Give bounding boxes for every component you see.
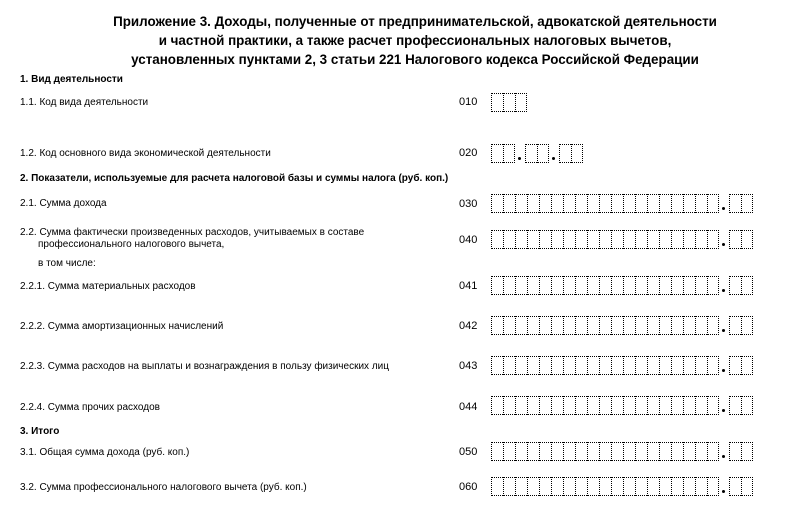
character-cell[interactable] [525, 144, 537, 163]
character-cell[interactable] [491, 396, 503, 415]
character-cell[interactable] [491, 276, 503, 295]
row-030-code: 030 [459, 198, 478, 210]
character-cell[interactable] [683, 477, 695, 496]
character-cell[interactable] [741, 396, 753, 415]
character-cell[interactable] [741, 194, 753, 213]
separator-dot [549, 144, 559, 163]
character-cell[interactable] [515, 230, 527, 249]
character-cell[interactable] [599, 316, 611, 335]
row-043-label: 2.2.3. Сумма расходов на выплаты и вознаграждения в пользу физических лиц [20, 361, 389, 372]
character-cell[interactable] [527, 477, 539, 496]
character-cell[interactable] [515, 356, 527, 375]
character-cell[interactable] [695, 477, 707, 496]
character-cell[interactable] [741, 316, 753, 335]
character-cell[interactable] [695, 396, 707, 415]
separator-dot [719, 477, 729, 496]
character-cell[interactable] [551, 276, 563, 295]
character-cell[interactable] [599, 194, 611, 213]
character-cell[interactable] [599, 356, 611, 375]
character-cell[interactable] [575, 276, 587, 295]
character-cell[interactable] [527, 356, 539, 375]
character-cell[interactable] [623, 316, 635, 335]
character-cell[interactable] [611, 316, 623, 335]
character-cell[interactable] [491, 316, 503, 335]
row-040-sublabel: в том числе: [38, 258, 96, 269]
character-cell[interactable] [515, 316, 527, 335]
row-043-code: 043 [459, 360, 478, 372]
character-cell[interactable] [671, 230, 683, 249]
character-cell[interactable] [599, 276, 611, 295]
character-cell[interactable] [491, 144, 503, 163]
title-line-3: установленных пунктами 2, 3 статьи 221 Налогового кодекса Российской Федерации [131, 52, 699, 67]
character-cell[interactable] [563, 356, 575, 375]
row-030-label: 2.1. Сумма дохода [20, 198, 107, 209]
character-cell[interactable] [491, 442, 503, 461]
character-cell[interactable] [695, 316, 707, 335]
separator-dot [719, 194, 729, 213]
character-cell[interactable] [729, 477, 741, 496]
character-cell[interactable] [575, 356, 587, 375]
separator-dot [719, 276, 729, 295]
character-cell[interactable] [611, 230, 623, 249]
character-cell[interactable] [635, 396, 647, 415]
character-cell[interactable] [623, 194, 635, 213]
character-cell[interactable] [575, 477, 587, 496]
character-cell[interactable] [587, 316, 599, 335]
character-cell[interactable] [563, 194, 575, 213]
row-041-code: 041 [459, 280, 478, 292]
character-cell[interactable] [683, 396, 695, 415]
character-cell[interactable] [729, 316, 741, 335]
character-cell[interactable] [741, 442, 753, 461]
character-cell[interactable] [671, 316, 683, 335]
character-cell[interactable] [539, 276, 551, 295]
character-cell[interactable] [587, 396, 599, 415]
row-044-label: 2.2.4. Сумма прочих расходов [20, 402, 160, 413]
character-cell[interactable] [683, 276, 695, 295]
character-cell[interactable] [647, 316, 659, 335]
character-cell[interactable] [741, 356, 753, 375]
character-cell[interactable] [587, 477, 599, 496]
title-line-2: и частной практики, а также расчет профессиональных налоговых вычетов, [158, 33, 672, 48]
character-cell[interactable] [491, 477, 503, 496]
character-cell[interactable] [683, 316, 695, 335]
row-041-field[interactable] [491, 276, 753, 295]
character-cell[interactable] [515, 477, 527, 496]
character-cell[interactable] [659, 194, 671, 213]
character-cell[interactable] [623, 276, 635, 295]
separator-dot [719, 316, 729, 335]
character-cell[interactable] [611, 356, 623, 375]
character-cell[interactable] [503, 194, 515, 213]
character-cell[interactable] [539, 194, 551, 213]
character-cell[interactable] [659, 276, 671, 295]
character-cell[interactable] [647, 477, 659, 496]
character-cell[interactable] [635, 230, 647, 249]
character-cell[interactable] [741, 477, 753, 496]
row-010-field[interactable] [491, 93, 527, 112]
character-cell[interactable] [503, 442, 515, 461]
character-cell[interactable] [729, 356, 741, 375]
character-cell[interactable] [599, 477, 611, 496]
character-cell[interactable] [635, 477, 647, 496]
character-cell[interactable] [611, 442, 623, 461]
row-060-field[interactable] [491, 477, 753, 496]
character-cell[interactable] [647, 442, 659, 461]
row-040-label-line-2: профессионального налогового вычета, [38, 239, 225, 250]
character-cell[interactable] [707, 316, 719, 335]
character-cell[interactable] [707, 276, 719, 295]
character-cell[interactable] [683, 230, 695, 249]
character-cell[interactable] [515, 93, 527, 112]
character-cell[interactable] [563, 230, 575, 249]
character-cell[interactable] [707, 356, 719, 375]
row-050-code: 050 [459, 446, 478, 458]
character-cell[interactable] [611, 276, 623, 295]
character-cell[interactable] [539, 316, 551, 335]
character-cell[interactable] [503, 230, 515, 249]
separator-dot [719, 356, 729, 375]
section-3-heading: 3. Итого [20, 426, 60, 437]
character-cell[interactable] [599, 442, 611, 461]
character-cell[interactable] [503, 396, 515, 415]
character-cell[interactable] [647, 230, 659, 249]
page-title [60, 12, 770, 69]
character-cell[interactable] [587, 194, 599, 213]
character-cell[interactable] [683, 356, 695, 375]
row-060-code: 060 [459, 481, 478, 493]
row-030-field[interactable] [491, 194, 753, 213]
row-041-label: 2.2.1. Сумма материальных расходов [20, 281, 196, 292]
character-cell[interactable] [491, 194, 503, 213]
character-cell[interactable] [575, 316, 587, 335]
character-cell[interactable] [527, 442, 539, 461]
character-cell[interactable] [671, 356, 683, 375]
character-cell[interactable] [563, 396, 575, 415]
character-cell[interactable] [695, 276, 707, 295]
row-040-field[interactable] [491, 230, 753, 249]
character-cell[interactable] [611, 477, 623, 496]
character-cell[interactable] [611, 396, 623, 415]
character-cell[interactable] [539, 356, 551, 375]
character-cell[interactable] [515, 396, 527, 415]
character-cell[interactable] [671, 396, 683, 415]
character-cell[interactable] [571, 144, 583, 163]
character-cell[interactable] [527, 396, 539, 415]
row-044-code: 044 [459, 401, 478, 413]
character-cell[interactable] [527, 194, 539, 213]
character-cell[interactable] [551, 230, 563, 249]
row-020-code: 020 [459, 147, 478, 159]
character-cell[interactable] [683, 194, 695, 213]
character-cell[interactable] [671, 442, 683, 461]
character-cell[interactable] [539, 396, 551, 415]
character-cell[interactable] [599, 230, 611, 249]
character-cell[interactable] [587, 442, 599, 461]
row-010-code: 010 [459, 96, 478, 108]
character-cell[interactable] [683, 442, 695, 461]
character-cell[interactable] [491, 230, 503, 249]
character-cell[interactable] [741, 230, 753, 249]
character-cell[interactable] [635, 442, 647, 461]
separator-dot [719, 396, 729, 415]
character-cell[interactable] [551, 477, 563, 496]
row-050-field[interactable] [491, 442, 753, 461]
character-cell[interactable] [575, 442, 587, 461]
character-cell[interactable] [563, 442, 575, 461]
character-cell[interactable] [503, 477, 515, 496]
character-cell[interactable] [671, 276, 683, 295]
character-cell[interactable] [635, 356, 647, 375]
character-cell[interactable] [707, 442, 719, 461]
character-cell[interactable] [587, 230, 599, 249]
row-020-label: 1.2. Код основного вида экономической деятельности [20, 148, 271, 159]
character-cell[interactable] [587, 276, 599, 295]
character-cell[interactable] [729, 442, 741, 461]
character-cell[interactable] [563, 477, 575, 496]
character-cell[interactable] [729, 194, 741, 213]
character-cell[interactable] [551, 316, 563, 335]
character-cell[interactable] [551, 356, 563, 375]
character-cell[interactable] [563, 276, 575, 295]
character-cell[interactable] [611, 194, 623, 213]
character-cell[interactable] [659, 442, 671, 461]
character-cell[interactable] [559, 144, 571, 163]
character-cell[interactable] [503, 144, 515, 163]
character-cell[interactable] [729, 276, 741, 295]
character-cell[interactable] [587, 356, 599, 375]
character-cell[interactable] [659, 356, 671, 375]
character-cell[interactable] [647, 194, 659, 213]
character-cell[interactable] [707, 477, 719, 496]
character-cell[interactable] [695, 230, 707, 249]
character-cell[interactable] [503, 276, 515, 295]
character-cell[interactable] [647, 276, 659, 295]
character-cell[interactable] [537, 144, 549, 163]
row-010-label: 1.1. Код вида деятельности [20, 97, 149, 108]
row-060-label: 3.2. Сумма профессионального налогового вычета (руб. коп.) [20, 482, 307, 493]
character-cell[interactable] [635, 194, 647, 213]
section-2-heading: 2. Показатели, используемые для расчета налоговой базы и суммы налога (руб. коп.) [20, 173, 449, 184]
character-cell[interactable] [647, 396, 659, 415]
separator-dot [719, 442, 729, 461]
character-cell[interactable] [635, 316, 647, 335]
character-cell[interactable] [647, 356, 659, 375]
character-cell[interactable] [551, 442, 563, 461]
character-cell[interactable] [539, 442, 551, 461]
character-cell[interactable] [729, 230, 741, 249]
row-042-code: 042 [459, 320, 478, 332]
character-cell[interactable] [635, 276, 647, 295]
character-cell[interactable] [503, 316, 515, 335]
row-040-label-line-1: 2.2. Сумма фактически произведенных расходов, учитываемых в составе [20, 227, 365, 238]
character-cell[interactable] [623, 477, 635, 496]
character-cell[interactable] [623, 442, 635, 461]
character-cell[interactable] [707, 230, 719, 249]
separator-dot [515, 144, 525, 163]
character-cell[interactable] [575, 194, 587, 213]
character-cell[interactable] [515, 276, 527, 295]
character-cell[interactable] [527, 316, 539, 335]
character-cell[interactable] [575, 230, 587, 249]
character-cell[interactable] [659, 396, 671, 415]
character-cell[interactable] [599, 396, 611, 415]
character-cell[interactable] [695, 356, 707, 375]
character-cell[interactable] [695, 194, 707, 213]
character-cell[interactable] [539, 230, 551, 249]
character-cell[interactable] [491, 356, 503, 375]
row-042-field[interactable] [491, 316, 753, 335]
character-cell[interactable] [551, 396, 563, 415]
row-040-code: 040 [459, 234, 478, 246]
character-cell[interactable] [515, 442, 527, 461]
character-cell[interactable] [623, 396, 635, 415]
title-line-1: Приложение 3. Доходы, полученные от предпринимательской, адвокатской деятельности [113, 14, 717, 29]
character-cell[interactable] [527, 230, 539, 249]
separator-dot [719, 230, 729, 249]
character-cell[interactable] [623, 356, 635, 375]
character-cell[interactable] [741, 276, 753, 295]
character-cell[interactable] [695, 442, 707, 461]
character-cell[interactable] [659, 477, 671, 496]
character-cell[interactable] [491, 93, 503, 112]
row-042-label: 2.2.2. Сумма амортизационных начислений [20, 321, 224, 332]
character-cell[interactable] [659, 230, 671, 249]
character-cell[interactable] [707, 194, 719, 213]
character-cell[interactable] [575, 396, 587, 415]
row-044-field[interactable] [491, 396, 753, 415]
row-020-field[interactable] [491, 144, 583, 163]
character-cell[interactable] [671, 194, 683, 213]
character-cell[interactable] [671, 477, 683, 496]
character-cell[interactable] [527, 276, 539, 295]
character-cell[interactable] [551, 194, 563, 213]
character-cell[interactable] [623, 230, 635, 249]
character-cell[interactable] [707, 396, 719, 415]
section-1-heading: 1. Вид деятельности [20, 74, 123, 85]
character-cell[interactable] [503, 93, 515, 112]
character-cell[interactable] [515, 194, 527, 213]
character-cell[interactable] [563, 316, 575, 335]
character-cell[interactable] [729, 396, 741, 415]
character-cell[interactable] [659, 316, 671, 335]
row-050-label: 3.1. Общая сумма дохода (руб. коп.) [20, 447, 190, 458]
row-043-field[interactable] [491, 356, 753, 375]
character-cell[interactable] [539, 477, 551, 496]
character-cell[interactable] [503, 356, 515, 375]
